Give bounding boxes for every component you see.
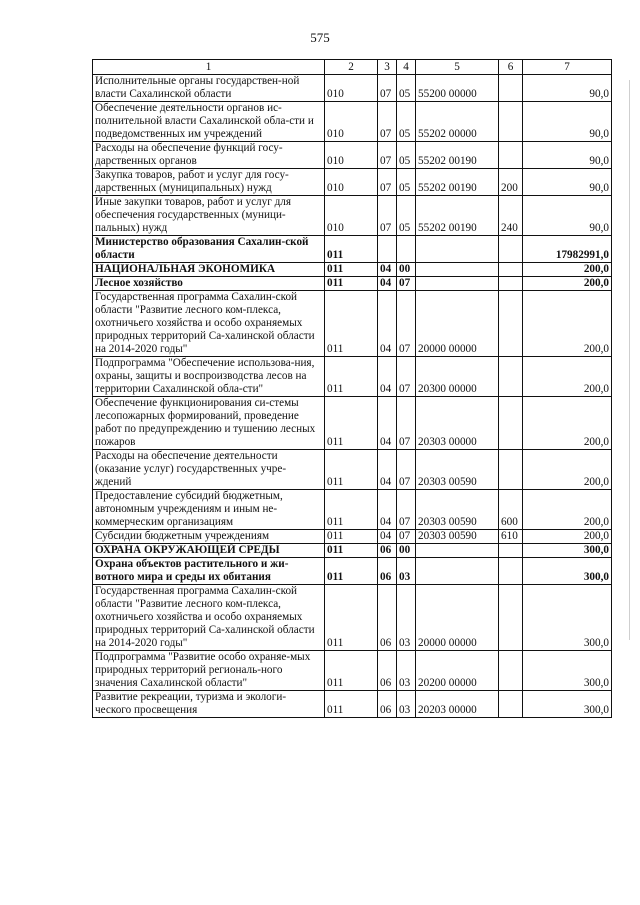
- row-amount-cell: 200,0: [523, 490, 612, 530]
- row-expense-type-cell: [499, 651, 523, 691]
- row-code-cell: 010: [325, 196, 378, 236]
- row-amount-cell: 300,0: [523, 691, 612, 718]
- row-expense-type-cell: 240: [499, 196, 523, 236]
- table-row: [93, 102, 612, 142]
- row-name-cell: Подпрограмма "Развитие особо охраняе-мых природных территорий региональ-ного значения Сахалинской области": [93, 651, 325, 691]
- row-amount-cell: 90,0: [523, 75, 612, 102]
- row-target-article-cell: 20200 00000: [416, 651, 499, 691]
- row-target-article-cell: 55202 00000: [416, 102, 499, 142]
- row-subsection-cell: 07: [397, 530, 416, 544]
- row-subsection-cell: 07: [397, 450, 416, 490]
- row-amount-cell: 200,0: [523, 357, 612, 397]
- row-name-cell: Исполнительные органы государствен-ной власти Сахалинской области: [93, 75, 325, 102]
- row-section-cell: 04: [378, 397, 397, 450]
- row-section-cell: 06: [378, 558, 397, 585]
- row-name-cell: Государственная программа Сахалин-ской области "Развитие лесного ком-плекса, охотничьего хозяйства и особо охраняемых природных территорий Са-халинской области на 2014-2020 годы": [93, 291, 325, 357]
- row-expense-type-cell: [499, 544, 523, 558]
- row-amount-cell: 200,0: [523, 530, 612, 544]
- row-expense-type-cell: [499, 291, 523, 357]
- row-name-cell: Развитие рекреации, туризма и экологи-ческого просвещения: [93, 691, 325, 718]
- row-name-cell: Расходы на обеспечение деятельности (оказание услуг) государственных учре-ждений: [93, 450, 325, 490]
- table-row: [93, 450, 612, 490]
- row-section-cell: 04: [378, 357, 397, 397]
- row-name-cell: Обеспечение функционирования си-стемы лесопожарных формирований, проведение работ по предупреждению и тушению лесных пожаров: [93, 397, 325, 450]
- row-target-article-cell: 20303 00590: [416, 450, 499, 490]
- table-row: [93, 263, 612, 277]
- table-row: [93, 142, 612, 169]
- table-header-row: [93, 60, 612, 75]
- row-target-article-cell: 55202 00190: [416, 169, 499, 196]
- row-name-cell: Лесное хозяйство: [93, 277, 325, 291]
- row-section-cell: [378, 236, 397, 263]
- row-subsection-cell: 00: [397, 544, 416, 558]
- row-subsection-cell: 00: [397, 263, 416, 277]
- table-row: [93, 544, 612, 558]
- row-subsection-cell: 05: [397, 142, 416, 169]
- table-body: [93, 75, 612, 718]
- table-row: [93, 357, 612, 397]
- row-amount-cell: 90,0: [523, 196, 612, 236]
- row-amount-cell: 90,0: [523, 142, 612, 169]
- row-target-article-cell: 20303 00000: [416, 397, 499, 450]
- table-row: [93, 277, 612, 291]
- row-subsection-cell: 05: [397, 169, 416, 196]
- column-header: 5: [416, 60, 499, 75]
- row-code-cell: 011: [325, 544, 378, 558]
- row-section-cell: 06: [378, 544, 397, 558]
- row-name-cell: Подпрограмма "Обеспечение использова-ния, охраны, защиты и воспроизводства лесов на территории Сахалинской обла-сти": [93, 357, 325, 397]
- row-target-article-cell: 20300 00000: [416, 357, 499, 397]
- row-amount-cell: 200,0: [523, 263, 612, 277]
- row-subsection-cell: 03: [397, 585, 416, 651]
- row-subsection-cell: 03: [397, 691, 416, 718]
- table-row: [93, 169, 612, 196]
- row-name-cell: Охрана объектов растительного и жи-вотного мира и среды их обитания: [93, 558, 325, 585]
- row-subsection-cell: 05: [397, 75, 416, 102]
- row-name-cell: ОХРАНА ОКРУЖАЮЩЕЙ СРЕДЫ: [93, 544, 325, 558]
- row-expense-type-cell: [499, 397, 523, 450]
- row-subsection-cell: 03: [397, 651, 416, 691]
- row-name-cell: Государственная программа Сахалин-ской области "Развитие лесного ком-плекса, охотничьего хозяйства и особо охраняемых природных территорий Са-халинской области на 2014-2020 годы": [93, 585, 325, 651]
- row-subsection-cell: 07: [397, 357, 416, 397]
- row-amount-cell: 90,0: [523, 102, 612, 142]
- row-amount-cell: 300,0: [523, 585, 612, 651]
- row-section-cell: 04: [378, 263, 397, 277]
- row-name-cell: Закупка товаров, работ и услуг для госу-дарственных (муниципальных) нужд: [93, 169, 325, 196]
- row-section-cell: 04: [378, 490, 397, 530]
- row-expense-type-cell: [499, 691, 523, 718]
- row-section-cell: 07: [378, 102, 397, 142]
- row-name-cell: Предоставление субсидий бюджетным, автономным учреждениям и иным не-коммерческим организациям: [93, 490, 325, 530]
- row-amount-cell: 17982991,0: [523, 236, 612, 263]
- row-target-article-cell: 55202 00190: [416, 142, 499, 169]
- row-section-cell: 07: [378, 196, 397, 236]
- row-amount-cell: 300,0: [523, 558, 612, 585]
- row-code-cell: 011: [325, 450, 378, 490]
- row-section-cell: 06: [378, 651, 397, 691]
- row-section-cell: 07: [378, 75, 397, 102]
- row-expense-type-cell: [499, 357, 523, 397]
- row-subsection-cell: 07: [397, 490, 416, 530]
- row-section-cell: 07: [378, 142, 397, 169]
- row-target-article-cell: 20303 00590: [416, 530, 499, 544]
- row-target-article-cell: [416, 558, 499, 585]
- row-subsection-cell: [397, 236, 416, 263]
- row-expense-type-cell: [499, 236, 523, 263]
- row-section-cell: 04: [378, 291, 397, 357]
- scan-edge-line: [629, 80, 630, 640]
- row-amount-cell: 200,0: [523, 291, 612, 357]
- row-expense-type-cell: [499, 585, 523, 651]
- row-expense-type-cell: [499, 450, 523, 490]
- row-code-cell: 011: [325, 357, 378, 397]
- row-code-cell: 010: [325, 75, 378, 102]
- row-subsection-cell: 03: [397, 558, 416, 585]
- row-expense-type-cell: [499, 75, 523, 102]
- row-code-cell: 011: [325, 651, 378, 691]
- row-expense-type-cell: [499, 263, 523, 277]
- row-name-cell: Иные закупки товаров, работ и услуг для обеспечения государственных (муници-пальных) нужд: [93, 196, 325, 236]
- row-expense-type-cell: [499, 277, 523, 291]
- table-row: [93, 291, 612, 357]
- row-section-cell: 04: [378, 450, 397, 490]
- row-section-cell: 06: [378, 585, 397, 651]
- row-expense-type-cell: 610: [499, 530, 523, 544]
- row-target-article-cell: 20203 00000: [416, 691, 499, 718]
- row-code-cell: 010: [325, 102, 378, 142]
- column-header: 6: [499, 60, 523, 75]
- row-expense-type-cell: 600: [499, 490, 523, 530]
- row-target-article-cell: 20303 00590: [416, 490, 499, 530]
- row-target-article-cell: [416, 544, 499, 558]
- row-target-article-cell: [416, 236, 499, 263]
- table-row: [93, 651, 612, 691]
- row-name-cell: Обеспечение деятельности органов ис-полнительной власти Сахалинской обла-сти и подведомственных им учреждений: [93, 102, 325, 142]
- column-header: 2: [325, 60, 378, 75]
- row-code-cell: 011: [325, 585, 378, 651]
- table-row: [93, 691, 612, 718]
- row-code-cell: 011: [325, 558, 378, 585]
- row-section-cell: 04: [378, 277, 397, 291]
- table-row: [93, 196, 612, 236]
- row-expense-type-cell: 200: [499, 169, 523, 196]
- row-target-article-cell: 55202 00190: [416, 196, 499, 236]
- row-subsection-cell: 07: [397, 291, 416, 357]
- row-section-cell: 07: [378, 169, 397, 196]
- row-subsection-cell: 07: [397, 277, 416, 291]
- row-amount-cell: 200,0: [523, 450, 612, 490]
- row-section-cell: 04: [378, 530, 397, 544]
- row-name-cell: Расходы на обеспечение функций госу-дарственных органов: [93, 142, 325, 169]
- row-code-cell: 011: [325, 691, 378, 718]
- column-header: 4: [397, 60, 416, 75]
- row-amount-cell: 300,0: [523, 544, 612, 558]
- row-amount-cell: 90,0: [523, 169, 612, 196]
- row-amount-cell: 200,0: [523, 277, 612, 291]
- table-row: [93, 585, 612, 651]
- budget-table: [92, 59, 612, 718]
- row-name-cell: Субсидии бюджетным учреждениям: [93, 530, 325, 544]
- row-section-cell: 06: [378, 691, 397, 718]
- table-row: [93, 490, 612, 530]
- table-row: [93, 236, 612, 263]
- row-amount-cell: 200,0: [523, 397, 612, 450]
- row-target-article-cell: 55200 00000: [416, 75, 499, 102]
- column-header: 3: [378, 60, 397, 75]
- row-subsection-cell: 07: [397, 397, 416, 450]
- row-name-cell: Министерство образования Сахалин-ской области: [93, 236, 325, 263]
- column-header: 7: [523, 60, 612, 75]
- row-code-cell: 011: [325, 530, 378, 544]
- row-code-cell: 011: [325, 291, 378, 357]
- row-code-cell: 011: [325, 277, 378, 291]
- row-target-article-cell: 20000 00000: [416, 585, 499, 651]
- row-code-cell: 010: [325, 169, 378, 196]
- row-code-cell: 011: [325, 236, 378, 263]
- table-row: [93, 530, 612, 544]
- row-expense-type-cell: [499, 558, 523, 585]
- row-code-cell: 011: [325, 490, 378, 530]
- row-target-article-cell: [416, 263, 499, 277]
- row-name-cell: НАЦИОНАЛЬНАЯ ЭКОНОМИКА: [93, 263, 325, 277]
- table-row: [93, 397, 612, 450]
- column-header: 1: [93, 60, 325, 75]
- row-code-cell: 011: [325, 397, 378, 450]
- row-code-cell: 010: [325, 142, 378, 169]
- row-code-cell: 011: [325, 263, 378, 277]
- row-target-article-cell: 20000 00000: [416, 291, 499, 357]
- table-row: [93, 558, 612, 585]
- table-row: [93, 75, 612, 102]
- row-expense-type-cell: [499, 102, 523, 142]
- row-subsection-cell: 05: [397, 196, 416, 236]
- row-subsection-cell: 05: [397, 102, 416, 142]
- page-number: 575: [310, 30, 330, 45]
- row-amount-cell: 300,0: [523, 651, 612, 691]
- row-target-article-cell: [416, 277, 499, 291]
- row-expense-type-cell: [499, 142, 523, 169]
